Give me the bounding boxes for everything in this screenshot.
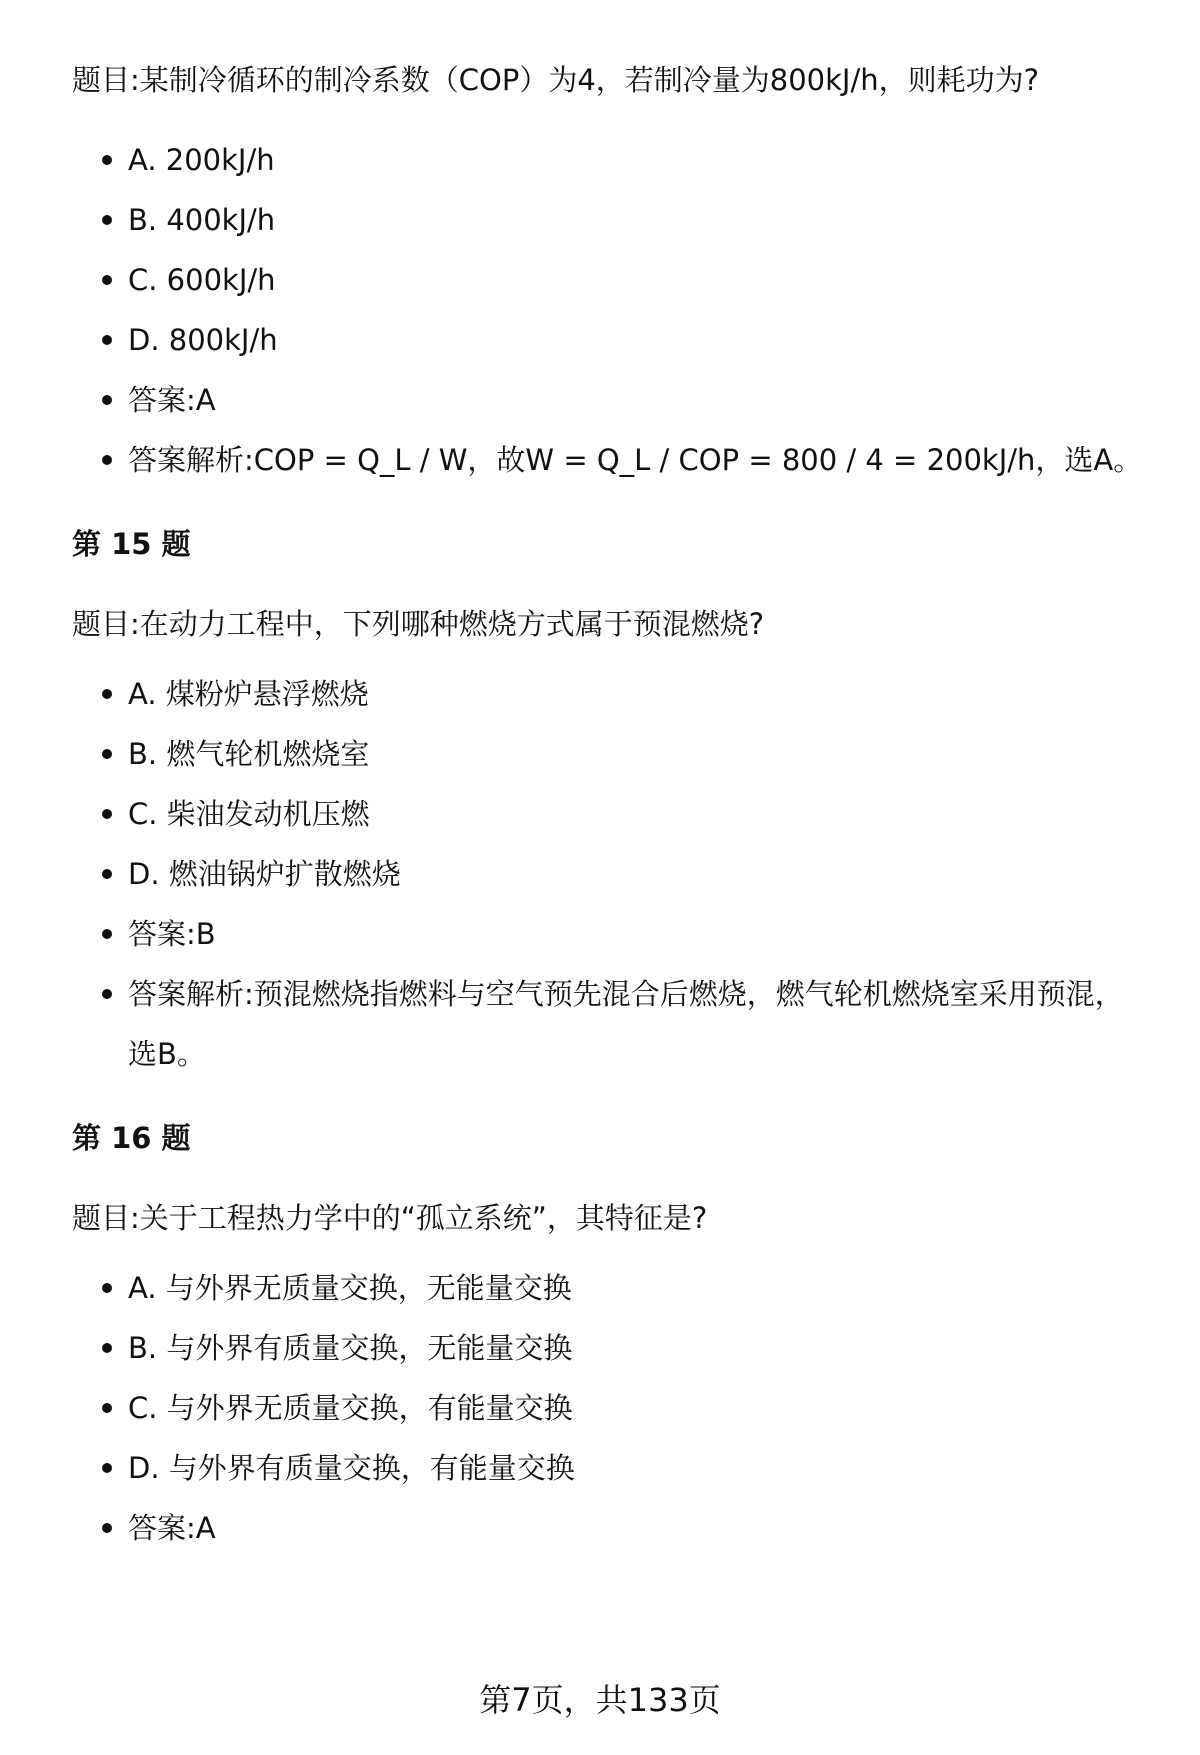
q16-answer: 答案:A: [72, 1498, 1152, 1558]
bullet-icon: [102, 455, 112, 465]
bullet-icon: [102, 1523, 112, 1533]
q14-options: [72, 130, 1152, 490]
q15-title: 第 15 题: [72, 527, 191, 561]
q14-option-d: D. 800kJ/h: [72, 310, 1152, 370]
q14-option-b: B. 400kJ/h: [72, 190, 1152, 250]
bullet-icon: [102, 689, 112, 699]
bullet-icon: [102, 989, 112, 999]
q16-options: [72, 1258, 1152, 1558]
document-page: [72, 60, 1152, 1558]
q16-option-d: D. 与外界有质量交换，有能量交换: [72, 1438, 1152, 1498]
q15-answer: 答案:B: [72, 904, 1152, 964]
q15-option-c: C. 柴油发动机压燃: [72, 784, 1152, 844]
page-footer: 第7页，共133页: [479, 1681, 721, 1719]
bullet-icon: [102, 335, 112, 345]
bullet-icon: [102, 929, 112, 939]
q15-option-b: B. 燃气轮机燃烧室: [72, 724, 1152, 784]
bullet-icon: [102, 809, 112, 819]
q15-option-d: D. 燃油锅炉扩散燃烧: [72, 844, 1152, 904]
q14-option-a: A. 200kJ/h: [72, 130, 1152, 190]
q14-prompt: 题目:某制冷循环的制冷系数（COP）为4，若制冷量为800kJ/h，则耗功为?: [72, 63, 1040, 97]
q15-prompt: 题目:在动力工程中，下列哪种燃烧方式属于预混燃烧?: [72, 607, 765, 641]
bullet-icon: [102, 275, 112, 285]
q14-explanation: 答案解析:COP = Q_L / W，故W = Q_L / COP = 800 / 4 = 200kJ/h，选A。: [72, 430, 1152, 490]
bullet-icon: [102, 1343, 112, 1353]
q16-title: 第 16 题: [72, 1121, 191, 1155]
bullet-icon: [102, 215, 112, 225]
q15-options: [72, 664, 1152, 1084]
q15-option-a: A. 煤粉炉悬浮燃烧: [72, 664, 1152, 724]
q15-explanation: 答案解析:预混燃烧指燃料与空气预先混合后燃烧，燃气轮机燃烧室采用预混， 选B。: [72, 964, 1152, 1084]
q16-option-b: B. 与外界有质量交换，无能量交换: [72, 1318, 1152, 1378]
bullet-icon: [102, 1283, 112, 1293]
q16-option-a: A. 与外界无质量交换，无能量交换: [72, 1258, 1152, 1318]
q16-option-c: C. 与外界无质量交换，有能量交换: [72, 1378, 1152, 1438]
q16-prompt: 题目:关于工程热力学中的“孤立系统”，其特征是?: [72, 1201, 708, 1235]
bullet-icon: [102, 869, 112, 879]
q14-answer: 答案:A: [72, 370, 1152, 430]
bullet-icon: [102, 395, 112, 405]
bullet-icon: [102, 1403, 112, 1413]
bullet-icon: [102, 155, 112, 165]
bullet-icon: [102, 1463, 112, 1473]
bullet-icon: [102, 749, 112, 759]
q14-option-c: C. 600kJ/h: [72, 250, 1152, 310]
